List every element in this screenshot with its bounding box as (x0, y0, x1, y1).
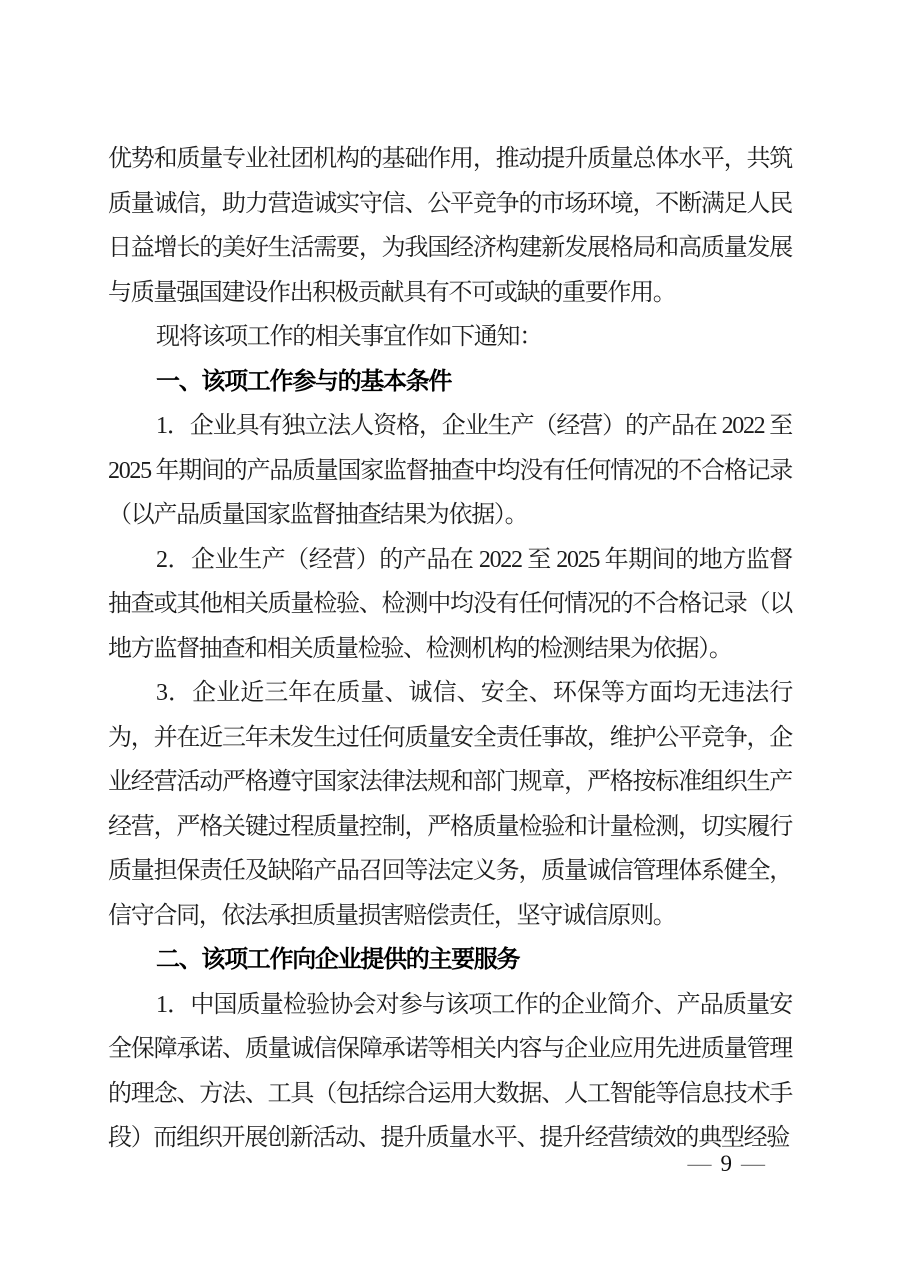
section-heading: 二、该项工作向企业提供的主要服务 (156, 946, 520, 973)
paragraph: 3．企业近三年在质量、诚信、安全、环保等方面均无违法行为，并在近三年未发生过任何质量安全责任事故，维护公平竞争，企业经营活动严格遵守国家法律法规和部门规章，严格按标准组织生产经营，严格关键过程质量控制，严格质量检验和计量检测，切实履行质量担保责任及缺陷产品召回等法定义务，质量诚信管理体系健全，信守合同，依法承担质量损害赔偿责任，坚守诚信原则。 (108, 680, 792, 929)
section-heading: 一、该项工作参与的基本条件 (156, 367, 452, 395)
document-body (108, 137, 792, 1161)
footer-dash-right-icon: — (741, 1151, 765, 1177)
paragraph: 现将该项工作的相关事宜作如下通知： (156, 324, 542, 350)
page-number: 9 (720, 1151, 732, 1176)
footer-dash-left-icon: — (687, 1151, 712, 1177)
paragraph: 优势和质量专业社团机构的基础作用，推动提升质量总体水平，共筑质量诚信，助力营造诚实守信、公平竞争的市场环境，不断满足人民日益增长的美好生活需要，为我国经济构建新发展格局和高质量发展与质量强国建设作出积极贡献具有不可或缺的重要作用。 (108, 146, 792, 306)
paragraph: 2．企业生产（经营）的产品在 2022 至 2025 年期间的地方监督抽查或其他相关质量检验、检测中均没有任何情况的不合格记录（以地方监督抽查和相关质量检验、检测机构的检测结果为依据）。 (108, 546, 792, 662)
paragraph: 1．中国质量检验协会对参与该项工作的企业简介、产品质量安全保障承诺、质量诚信保障承诺等相关内容与企业应用先进质量管理的理念、方法、工具（包括综合运用大数据、人工智能等信息技术手段）而组织开展创新活动、提升质量水平、提升经营绩效的典型经验 (108, 991, 792, 1151)
page-footer (688, 1150, 766, 1178)
paragraph: 1．企业具有独立法人资格，企业生产（经营）的产品在 2022 至 2025 年期间的产品质量国家监督抽查中均没有任何情况的不合格记录（以产品质量国家监督抽查结果为依据）。 (108, 413, 792, 528)
